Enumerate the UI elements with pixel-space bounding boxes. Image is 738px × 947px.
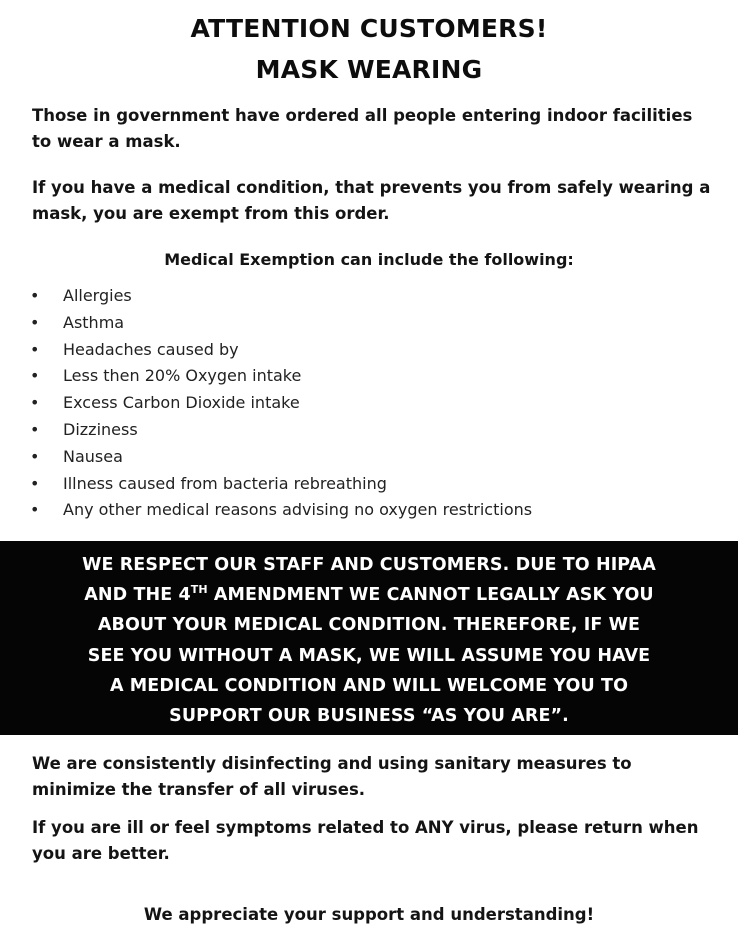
exemption-list [30,283,532,524]
closing-line: We appreciate your support and understanding! [143,905,595,924]
list-item [30,417,532,444]
exemption-item-label: Less then 20% Oxygen intake [63,366,302,386]
bullet-icon: • [30,312,40,332]
bullet-icon: • [30,500,40,520]
notice-title: ATTENTION CUSTOMERS! [190,14,548,43]
ordinal-superscript: TH [190,583,208,597]
hipaa-banner [0,541,738,735]
exemption-item-label: Headaches caused by [63,339,239,359]
exemption-item-label: Illness caused from bacteria rebreathing [63,473,387,493]
bullet-icon: • [30,339,40,359]
bullet-icon: • [30,446,40,466]
exemption-heading: Medical Exemption can include the following: [164,250,574,269]
exemption-item-label: Excess Carbon Dioxide intake [63,393,300,413]
notice-subtitle: MASK WEARING [255,55,483,84]
exemption-paragraph: If you have a medical condition, that prevents you from safely wearing a mask, you are exempt from this order. [32,178,711,223]
list-item [30,337,532,364]
bullet-icon: • [30,419,40,439]
exemption-item-label: Asthma [63,312,125,332]
list-item [30,363,532,390]
list-item [30,497,532,524]
banner-line [0,580,738,610]
bullet-icon: • [30,366,40,386]
banner-line-pre: AND THE 4 [84,585,191,606]
exemption-item-label: Allergies [63,286,132,305]
illness-paragraph: If you are ill or feel symptoms related to ANY virus, please return when you are better. [32,818,699,863]
bullet-icon: • [30,393,40,413]
banner-line: A MEDICAL CONDITION AND WILL WELCOME YOU TO [109,675,629,696]
bullet-icon: • [30,286,40,305]
list-item [30,283,532,310]
government-order-paragraph: Those in government have ordered all people entering indoor facilities to wear a mask. [32,106,693,151]
banner-line-post: AMENDMENT WE CANNOT LEGALLY ASK YOU [207,585,654,606]
banner-line: SEE YOU WITHOUT A MASK, WE WILL ASSUME YOU HAVE [87,645,651,666]
exemption-item-label: Nausea [63,446,123,466]
banner-line: ABOUT YOUR MEDICAL CONDITION. THEREFORE, IF WE [97,615,641,636]
list-item [30,310,532,337]
list-item [30,471,532,498]
bullet-icon: • [30,473,40,493]
list-item [30,390,532,417]
banner-line: WE RESPECT OUR STAFF AND CUSTOMERS. DUE TO HIPAA [82,555,656,575]
sanitation-paragraph: We are consistently disinfecting and using sanitary measures to minimize the transfer of all viruses. [32,754,632,799]
banner-line: SUPPORT OUR BUSINESS “AS YOU ARE”. [169,706,569,727]
exemption-item-label: Any other medical reasons advising no oxygen restrictions [63,500,533,520]
list-item [30,444,532,471]
exemption-item-label: Dizziness [63,419,138,439]
